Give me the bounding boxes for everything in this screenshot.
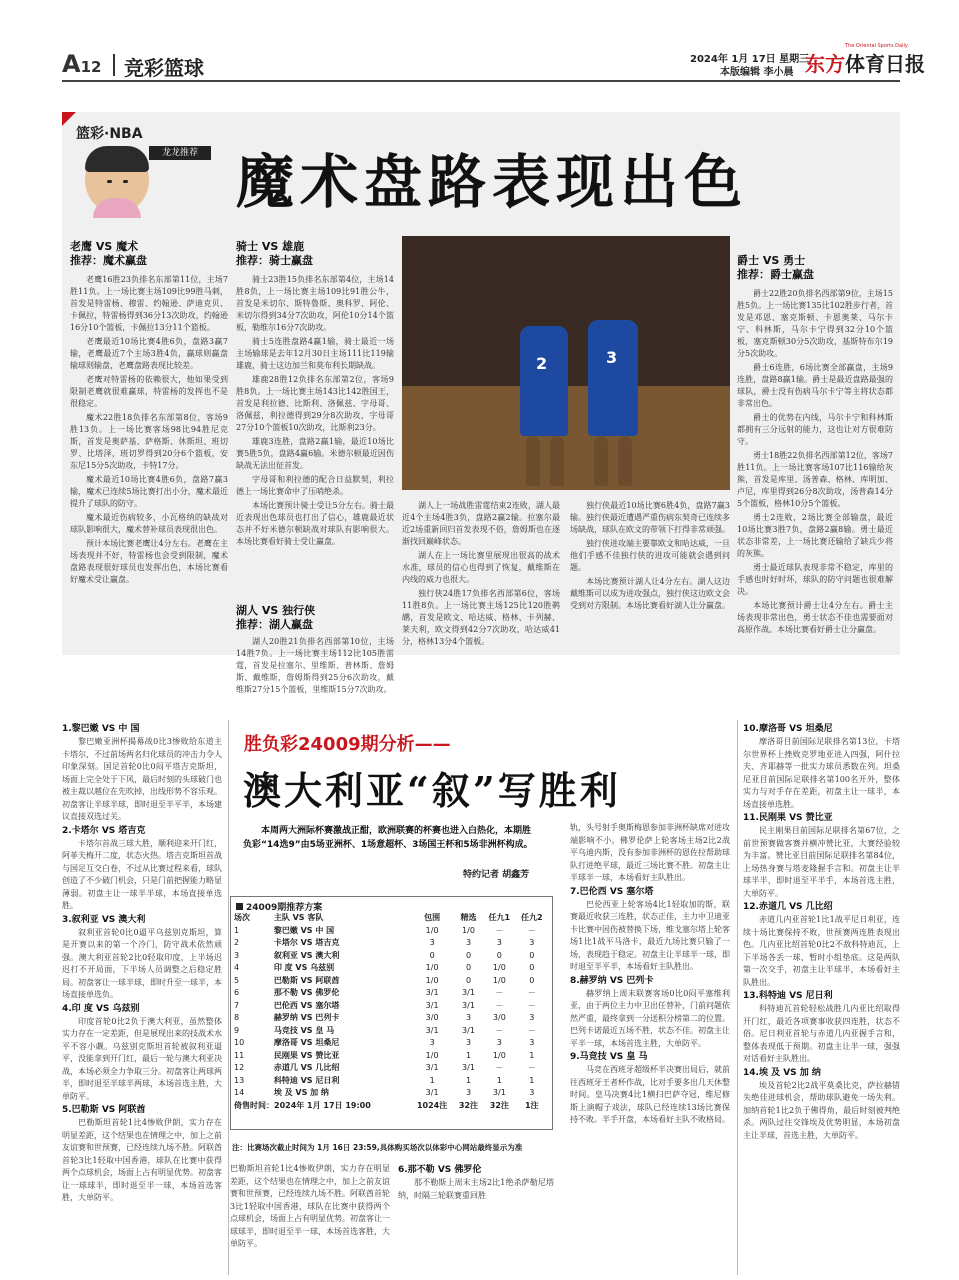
match-text: 赤道几内亚首轮1比1战平尼日利亚，连续十场比赛保持不败，世预赛两连胜表现出色。几内亚比绍首轮0比2不敌科特迪瓦，上下半场各丢一球，暂时小组垫底。这是两队第一次交手，初盘主让半球半，本场看好主队胜出。 xyxy=(743,915,900,987)
game-para: 湖人上一场战胜雷霆结束2连败，湖人最近4个主场4胜3负，盘路2赢2输。拉塞尔最近2场重新回归首发表现不俗，詹姆斯也在逐渐找回巅峰状态。 xyxy=(402,501,560,546)
feature-headline: 魔术盘路表现出色 xyxy=(236,148,749,216)
table-cell: 赤道几 VS 几比绍 xyxy=(273,1063,340,1073)
game-card-lakers-mavs xyxy=(236,604,394,694)
col-header: 任九2 xyxy=(520,913,543,923)
table-cell: 1/0 xyxy=(425,925,439,935)
match-heading: 11.民刚果 VS 赞比亚 xyxy=(743,813,833,823)
table-cell: 12 xyxy=(234,1063,245,1073)
table-cell: － xyxy=(495,1000,504,1010)
column-label: 篮彩·NBA xyxy=(76,126,143,142)
footer-cell: 32注 xyxy=(489,1100,509,1110)
article-lead: 本周两大洲际杯赛激战正酣，欧洲联赛的杯赛也进入白热化，本期胜负彩“14选9”由5场亚洲杯、1场意超杯、3场国王杯和5场非洲杯构成。 xyxy=(243,826,533,850)
table-cell: － xyxy=(495,1063,504,1073)
table-row xyxy=(232,1087,548,1100)
table-cell: 1/0 xyxy=(492,975,506,985)
table-cell: 3 xyxy=(465,1013,472,1023)
game-card-jazz-warriors xyxy=(737,254,893,652)
game-pick: 推荐：爵士赢盘 xyxy=(737,268,814,281)
player-right xyxy=(588,320,638,436)
table-cell: 1/0 xyxy=(462,925,475,935)
table-cell: 3/1 xyxy=(425,1063,439,1073)
match-text: 巴勒斯坦首轮1比4惨败伊朗，实力存在明显差距，这个结果也在情理之中，加上之前友谊赛和世预赛，已经连续九场不胜。阿联酋首轮3比1轻取中国香港，球队在比赛中获得两个点球机会，场面上占有明显优势。初盘客让一球球半，即时退至半一球，本场首选客胜，大单防平。 xyxy=(62,1118,222,1202)
table-cell: 3/1 xyxy=(425,1025,439,1035)
table-cell: 1 xyxy=(529,1050,535,1060)
table-cell: 巴伦西 VS 塞尔塔 xyxy=(273,1000,340,1010)
game-para: 勇士最近球队表现非常不稳定，库里的手感也时好时坏，球队的防守问题也很难解决。 xyxy=(737,563,893,596)
game-para: 老鹰最近10场比赛4胜6负，盘路3赢7输，老鹰最近7个主场3胜4负，赢球则赢盘输球则输盘，老鹰盘路表现比较差。 xyxy=(70,337,228,370)
table-row xyxy=(232,1025,548,1038)
table-row xyxy=(232,1075,548,1088)
editor-credit: 本版编辑 李小晨 xyxy=(720,67,794,78)
match-heading: 9.马竞技 VS 皇 马 xyxy=(570,1052,648,1062)
table-cell: 1/0 xyxy=(425,963,439,973)
article-left-column xyxy=(62,722,222,1277)
match-heading: 6.那不勒 VS 佛罗伦 xyxy=(398,1165,482,1175)
table-cell: 10 xyxy=(234,1038,245,1048)
author-avatar xyxy=(85,146,149,214)
player-left xyxy=(520,326,568,436)
table-cell: 8 xyxy=(234,1013,240,1023)
table-cell: 11 xyxy=(234,1050,245,1060)
table-cell: 赫罗纳 VS 巴列卡 xyxy=(273,1013,340,1023)
byline: 特约记者 胡鑫芳 xyxy=(463,870,530,880)
table-cell: 3 xyxy=(429,938,435,948)
sale-time: 倚售时间：2024年 1月 17日 19:00 xyxy=(234,1100,371,1110)
table-cell: 3/1 xyxy=(492,1088,506,1098)
match-text: 马竞在西班牙超级杯半决赛出局后，就前往西班牙王者杯作战，比对手要多出几天休整时间。皇马决赛4比1横扫巴萨夺冠，维尼修斯上演帽子戏法，球队已经连续13场比赛保持不败。半手开盘，本场看好主队不败格局。 xyxy=(570,1065,730,1124)
jersey-number: 2 xyxy=(536,354,548,373)
page-number xyxy=(62,50,101,78)
table-cell: 5 xyxy=(234,975,240,985)
match-heading: 3.叙利亚 VS 澳大利 xyxy=(62,914,146,925)
table-cell: 7 xyxy=(234,1000,240,1010)
table-cell: 叙利亚 VS 澳大利 xyxy=(273,950,340,960)
game-para: 预计本场比赛老鹰让4分左右。老鹰在主场表现并不好，特雷杨也会受到限制，魔术盘路表现很好球员也发挥出色，本场比赛看好魔术受让赢盘。 xyxy=(70,539,228,584)
table-row xyxy=(232,987,548,1000)
table-cell: 摩洛哥 VS 坦桑尼 xyxy=(273,1038,340,1048)
table-cell: 3 xyxy=(465,938,472,948)
table-cell: 0 xyxy=(529,950,535,960)
footer-cell: 1024注 xyxy=(416,1100,448,1110)
table-cell: 马竞技 VS 皇 马 xyxy=(273,1025,335,1035)
table-cell: 0 xyxy=(429,950,435,960)
table-cell: 3 xyxy=(234,950,240,960)
table-note: 注：比赛场次截止时间为 1月 16日 23:59,具体购买场次以体彩中心网站最终显示为准 xyxy=(232,1143,523,1152)
table-cell: 1 xyxy=(465,1075,472,1085)
game-title: 老鹰 VS 魔术 xyxy=(70,240,139,253)
article-match-6 xyxy=(398,1163,554,1275)
lakers-continued-b xyxy=(570,500,730,650)
table-cell: － xyxy=(495,1025,504,1035)
game-para: 本场比赛预计湖人让4分左右。湖人这边戴维斯可以成为进攻强点，独行侠这边欧文会受到对方限制。本场比赛看好湖人让分赢盘。 xyxy=(570,577,730,610)
section-title: 竞彩篮球 xyxy=(124,56,204,80)
game-card-hawks-magic xyxy=(70,240,228,588)
table-cell: 3/1 xyxy=(462,1025,475,1035)
table-cell: － xyxy=(527,1063,536,1073)
table-row xyxy=(232,962,548,975)
game-para: 字母哥和利拉德的配合日益默契，利拉德上一场比赛命中了压哨绝杀。 xyxy=(236,475,394,496)
table-row xyxy=(232,1000,548,1013)
square-icon xyxy=(236,903,243,910)
table-cell: 3 xyxy=(529,1013,535,1023)
table-cell: － xyxy=(527,1000,536,1010)
table-cell: 卡塔尔 VS 塔吉克 xyxy=(273,938,340,948)
table-cell: 民刚果 VS 赞比亚 xyxy=(273,1050,340,1060)
header-divider xyxy=(113,54,115,76)
game-pick: 推荐：骑士赢盘 xyxy=(236,254,313,267)
table-cell: 3/0 xyxy=(492,1013,506,1023)
table-row xyxy=(232,1012,548,1025)
game-para: 雄鹿3连胜，盘路2赢1输，最近10场比赛5胜5负，盘路4赢6输。米德尔顿最近因伤缺战无法出征首发。 xyxy=(236,437,394,470)
table-cell: 0 xyxy=(465,963,472,973)
table-cell: 3 xyxy=(529,1038,535,1048)
game-para: 勇士2连败，2场比赛全部输盘，最近10场比赛3胜7负，盘路2赢8输。勇士最近状态非常差，上一场比赛还输给了缺兵少将的灰熊。 xyxy=(737,513,893,558)
match-text: 巴勒斯坦首轮1比4惨败伊朗，实力存在明显差距，这个结果也在情理之中，加上之前友谊赛和世预赛，已经连续九场不胜。阿联酋首轮3比1轻取中国香港，球队在比赛中获得两个点球机会，场面上占有明显优势。初盘客让一球球半，即时退至半一球，本场首选客胜，大单防平。 xyxy=(230,1164,390,1248)
game-para: 独行侠最近10场比赛6胜4负，盘路7赢3输。独行侠最近遭遇严重伤病东契奇已连续多场缺战，球队在欧文的带领下打得非常顽强。 xyxy=(570,501,730,534)
game-pick: 推荐：魔术赢盘 xyxy=(70,254,147,267)
table-cell: 3 xyxy=(496,1038,502,1048)
table-row xyxy=(232,1062,548,1075)
table-cell: 0 xyxy=(465,950,472,960)
game-para: 本场比赛预计骑士受让5分左右。骑士最近表现出色球员也打出了信心，雄鹿最近状态并不好米德尔顿缺战对球队有影响很大。本场比赛看好骑士受让赢盘。 xyxy=(236,501,394,546)
issue-date: 2024年 1月 17日 星期三 xyxy=(690,54,810,65)
game-card-cavs-bucks xyxy=(236,240,394,550)
table-header-row xyxy=(232,912,548,925)
table-cell: 0 xyxy=(529,975,535,985)
col-header: 精选 xyxy=(460,913,477,923)
lakers-continued-a xyxy=(402,500,560,650)
table-cell: 2 xyxy=(234,938,240,948)
table-cell: 3/1 xyxy=(425,1088,439,1098)
game-para: 爵士22胜20负排名西部第9位，主场15胜5负。上一场比赛135比102胜步行者，首发是邓恩、塞克斯顿、卡恩奥莱、马尔卡宁、科林斯，马尔卡宁得到32分10个篮板，塞克斯顿30分5次助攻，基斯特布尔19分5次助攻。 xyxy=(737,289,893,358)
table-cell: 1 xyxy=(465,1050,472,1060)
table-cell: 3 xyxy=(529,938,535,948)
col-header: 任九1 xyxy=(488,913,511,923)
page-letter: A xyxy=(62,50,81,78)
match-text: 那不勒斯上周末主场2比1绝杀萨勒尼塔纳，时隔三轮联赛重回胜 xyxy=(398,1178,554,1200)
match-heading: 12.赤道几 VS 几比绍 xyxy=(743,902,833,912)
article-under-table xyxy=(230,1163,390,1275)
table-cell: 1 xyxy=(529,1075,535,1085)
match-heading: 8.赫罗纳 VS 巴列卡 xyxy=(570,975,654,986)
table-cell: － xyxy=(527,1025,536,1035)
table-cell: 0 xyxy=(529,963,535,973)
table-cell: 3/1 xyxy=(462,1063,475,1073)
table-cell: 3 xyxy=(496,938,502,948)
article-right-column xyxy=(743,722,900,1275)
match-text: 科特迪瓦首轮轻松战胜几内亚比绍取得开门红，最近各项赛事收获四连胜，状态不俗。尼日利亚首轮与赤道几内亚握手言和，整体表现低于预期。初盘主让半一球，强强对话看好主队胜出。 xyxy=(743,1004,900,1063)
match-text: 叙利亚首轮0比0逼平乌兹别克斯坦，算是开赛以来的第一个冷门，防守战术依然顽强。澳大利亚首轮2比0轻取印度，上半场迟迟打不开局面，下半场人员调整之后稳定胜局。初盘客让一球半球，即时升至一球半，本场直接单选负。 xyxy=(62,927,222,999)
match-heading: 14.埃 及 VS 加 纳 xyxy=(743,1067,821,1078)
table-row xyxy=(232,1037,548,1050)
game-para: 魔术最近伤病较多，小瓦格纳的缺战对球队影响很大，魔术替补球员表现很出色。 xyxy=(70,513,228,534)
game-para: 湖人20胜21负排名西部第10位，主场14胜7负。上一场比赛主场112比105胜雷霆，首发是拉塞尔、里维斯、普林斯、詹姆斯、戴维斯，詹姆斯得到25分6次助攻，戴维斯27分15个篮板，里维斯15分7次助攻。 xyxy=(236,637,394,694)
table-cell: 9 xyxy=(234,1025,240,1035)
table-row xyxy=(232,1050,548,1063)
table-cell: － xyxy=(495,925,504,935)
col-header: 包围 xyxy=(424,913,441,923)
game-pick: 推荐：湖人赢盘 xyxy=(236,618,313,631)
match-heading: 13.科特迪 VS 尼日利 xyxy=(743,991,833,1001)
table-cell: 3 xyxy=(429,1038,435,1048)
table-cell: 6 xyxy=(234,988,240,998)
game-para: 老鹰16胜23负排名东部第11位，主场7胜11负。上一场比赛主场109比99胜马刺，首发是特雷杨、穆雷、约翰逊、萨迪克贝、卡佩拉，特雷杨得到36分13次助攻，约翰逊16分10个篮板，卡佩拉13分11个篮板。 xyxy=(70,275,228,332)
table-footer-row xyxy=(232,1100,548,1113)
match-text: 赫罗纳上周末联赛客场0比0闷平塞维利亚，由于两位主力中卫出任替补，门前问题依然严重，最终拿到一分送积分榜第二的位置。巴列卡诺最近五场不胜，状态不佳。初盘主让平半一球，本场首选主胜，大单防平。 xyxy=(570,988,730,1048)
table-cell: 1/0 xyxy=(492,1050,506,1060)
table-cell: 印 度 VS 乌兹别 xyxy=(273,963,335,973)
game-para: 爵士6连胜，6场比赛全部赢盘，主场9连胜，盘路8赢1输。爵士是最近盘路最强的球队，爵士没有伤病马尔卡宁等主将状态都非常出色。 xyxy=(737,363,893,408)
table-cell: 3/1 xyxy=(462,1000,475,1010)
table-row xyxy=(232,937,548,950)
table-cell: 13 xyxy=(234,1075,245,1085)
table-cell: 3 xyxy=(529,1088,535,1098)
table-cell: 埃 及 VS 加 纳 xyxy=(273,1088,329,1098)
pool-title: 胜负彩24009期分析—— xyxy=(244,734,451,755)
table-cell: 3/1 xyxy=(462,988,475,998)
game-para: 老鹰对特雷杨的依赖很大，他如果受到限制老鹰就很难赢球，特雷杨的发挥也不是很稳定。 xyxy=(70,375,228,408)
table-cell: 3/0 xyxy=(425,1013,439,1023)
header-rule xyxy=(62,80,900,82)
col-header: 主队 VS 客队 xyxy=(273,913,324,923)
table-cell: 14 xyxy=(234,1088,245,1098)
article-mid-column xyxy=(570,822,730,1275)
article-headline: 澳大利亚“叙”写胜利 xyxy=(243,768,621,813)
game-para: 骑士23胜15负排名东部第4位，主场14胜8负，上一场比赛主场109比91胜公牛，首发是米切尔、斯特鲁斯、奥科罗、阿伦、米切尔得到34分7次助攻，阿伦10分14个篮板，勒维尔16分7次助攻。 xyxy=(236,275,394,332)
game-title: 湖人 VS 独行侠 xyxy=(236,604,316,617)
table-cell: 4 xyxy=(234,963,240,973)
col-header: 场次 xyxy=(234,913,250,923)
game-para: 魔术最近10场比赛4胜6负，盘路7赢3输，魔术已连续5场比赛打出小分，魔术最近提升了球队的防守。 xyxy=(70,475,228,508)
basketball-players-photo xyxy=(402,236,730,490)
footer-cell: 32注 xyxy=(458,1100,479,1110)
table-cell: － xyxy=(495,988,504,998)
table-cell: 3/1 xyxy=(425,988,439,998)
table-cell: － xyxy=(527,925,536,935)
table-cell: 3 xyxy=(465,1038,472,1048)
table-cell: 1/0 xyxy=(492,963,506,973)
table-cell: 1/0 xyxy=(425,1050,439,1060)
game-para: 骑士5连胜盘路4赢1输，骑士最近一场主场输球是去年12月30日主场111比119输雄鹿，骑士这边加兰和莫布利长期缺战。 xyxy=(236,337,394,370)
match-text: 民主刚果目前国际足联排名第67位，之前世预赛做客赛并横冲赞比亚，大赛经验较为丰富。赞比亚目前国际足联排名第84位，上场热身赛与塔麦隆握手言和。初盘主让半球半半，即时退至平半手，本场首选主胜，大单防平。 xyxy=(743,826,900,898)
table-row xyxy=(232,925,548,938)
game-para: 雄鹿28胜12负排名东部第2位，客场9胜8负。上一场比赛主场143比142胜国王，首发是利拉德、比斯利、洛佩兹、字母哥、洛佩兹，利拉德得到29分8次助攻，字母哥27分10个篮板10次助攻，比斯利23分。 xyxy=(236,375,394,432)
table-cell: 1 xyxy=(429,1075,435,1085)
match-heading: 1.黎巴嫩 VS 中 国 xyxy=(62,724,140,734)
game-para: 勇士18胜22负排名西部第12位，客场7胜11负。上一场比赛客场107比116输给灰熊，首发是库里、汤普森、格林、库明加、卢尼，库里得到26分8次助攻，汤普森14分5个篮板，格林10分5个篮板。 xyxy=(737,451,893,508)
match-text: 印度首轮0比2负于澳大利亚，虽然整体实力存在一定差距，但是展现出来的技战术水平不容小觑。乌兹别克斯坦首轮被叙利亚逼平，没能拿到开门红，最后一轮与澳大利亚决战，本场必须全力争取三分。初盘客让两球两半，即时退至半球半两球，本场首选主胜，大单防平。 xyxy=(62,1016,222,1101)
table-cell: 黎巴嫩 VS 中 国 xyxy=(273,925,335,935)
table-row xyxy=(232,975,548,988)
match-heading: 2.卡塔尔 VS 塔吉克 xyxy=(62,825,146,836)
newspaper-logo: 东方体育日报 The Oriental Sports Daily xyxy=(805,43,925,76)
table-cell: 0 xyxy=(465,975,472,985)
table-cell: 巴勒斯 VS 阿联酋 xyxy=(273,975,340,985)
footer-cell: 1注 xyxy=(524,1100,539,1110)
match-text: 巴伦西亚上轮客场4比1轻取加的斯，联赛最近收获三连胜，状态正佳，主力中卫迪亚卡比赛中因伤被替换下场，维戈塞尔塔上轮客场1比1战平马洛卡，最近九场比赛只输了一场，表现趋于稳定。初盘主让半球半一球，即时退至半平半，本场看好主队胜出。 xyxy=(570,899,730,971)
recommendation-table xyxy=(232,912,548,1112)
table-cell: 科特迪 VS 尼日利 xyxy=(273,1075,340,1085)
table-cell: 那不勒 VS 佛罗伦 xyxy=(273,988,340,998)
match-heading: 4.印 度 VS 乌兹别 xyxy=(62,1003,140,1014)
table-title: 24009期推荐方案 xyxy=(236,900,322,913)
table-cell: 1/0 xyxy=(425,975,439,985)
table-cell: 3 xyxy=(465,1088,472,1098)
match-heading: 10.摩洛哥 VS 坦桑尼 xyxy=(743,724,833,734)
game-para: 本场比赛预计爵士让4分左右。爵士主场表现非常出色，勇士状态不佳也需要面对高原作战。本场比赛看好爵士让分赢盘。 xyxy=(737,601,893,634)
table-row xyxy=(232,950,548,963)
table-cell: 1 xyxy=(496,1075,502,1085)
table-cell: 3/1 xyxy=(425,1000,439,1010)
match-text: 黎巴嫩亚洲杯揭幕战0比3惨败给东道主卡塔尔，不过前场两名归化球员的冲击力令人印象深刻。国足首轮0比0闷平塔吉克斯坦，场面上完全处于下风，最后时刻的头球破门也被主裁以越位在先吹掉，出线形势不容乐观。初盘客让半球半球，即时退至半平半，本场建议直接双选过关。 xyxy=(62,737,222,821)
game-para: 独行侠进攻端主要靠欧文和哈达威，一旦他们手感不佳独行侠的进攻可能就会遇到问题。 xyxy=(570,539,730,572)
page-digits: 12 xyxy=(80,58,102,76)
match-text: 摩洛哥目前国际足联排名第13位，卡塔尔世界杯上挫败克罗地亚进入四强，阿什拉夫、齐耶赫等一批实力球员悉数在列。坦桑尼亚目前国际足联排名第100名开外，整体实力与对手存在差距，初盘主让一球半，本场直接单选胜。 xyxy=(743,737,900,809)
game-para: 爵士的优势在内线，马尔卡宁和科林斯都拥有三分远射的能力，这也让对方很难防守。 xyxy=(737,413,893,446)
match-heading: 7.巴伦西 VS 塞尔塔 xyxy=(570,886,654,897)
game-para: 魔术22胜18负排名东部第8位，客场9胜13负。上一场比赛客场98比94胜尼克斯，首发是奥萨基、萨格斯、休斯坦、班切罗、比塔泽，班切罗得到20分6个篮板，安东尼15分5次助攻，卡特17分。 xyxy=(70,413,228,470)
jersey-number: 3 xyxy=(606,348,618,367)
match-text: 卡塔尔首战三球大胜，顺利迎来开门红，阿菲夫梅开二度，状态火热。塔吉克斯坦首战与国足互交白卷，不过从比赛过程来看，球队创造了不少破门机会，只是门前把握能力略显薄弱。初盘主让一球半半球，本场直接单选胜。 xyxy=(62,838,222,910)
game-title: 骑士 VS 雄鹿 xyxy=(236,240,305,253)
match-text: 轨，头号射手奥斯梅恩参加非洲杯缺席对进攻端影响不小。佛罗伦萨上轮客场主场2比2战平乌迪内斯，没有参加非洲杯的恩佐拉帮助球队打进绝平球，最近三场比赛不胜。初盘主让半球半一球，本场看好主队胜出。 xyxy=(570,823,730,882)
game-title: 爵士 VS 勇士 xyxy=(737,254,806,267)
table-cell: － xyxy=(527,988,536,998)
table-cell: 1 xyxy=(234,925,240,935)
game-para: 湖人在上一场比赛里展现出很高的战术水准，球员的信心也得到了恢复，戴维斯在内线的威力也很大。 xyxy=(402,551,560,584)
match-text: 埃及首轮2比2战平莫桑比克，萨拉赫错失绝佳进球机会，帮助球队避免一场失利。加纳首轮1比2负于佛得角，最后时刻被判绝杀。两队过往交锋埃及优势明显，本场初盘主让半球，首选主胜，大单防平。 xyxy=(743,1080,900,1140)
match-heading: 5.巴勒斯 VS 阿联酋 xyxy=(62,1105,146,1115)
table-cell: 0 xyxy=(496,950,502,960)
recommender-badge: 龙龙推荐 xyxy=(149,146,211,160)
game-para: 独行侠24胜17负排名西部第6位，客场11胜8负。上一场比赛主场125比120胜鹈鹕，首发是欧文、哈达威、格林、卡列赫、莱夫利，欧文得到42分7次助攻，哈达威41分，格林13分4个篮板。 xyxy=(402,589,560,646)
corner-mark xyxy=(62,112,76,126)
